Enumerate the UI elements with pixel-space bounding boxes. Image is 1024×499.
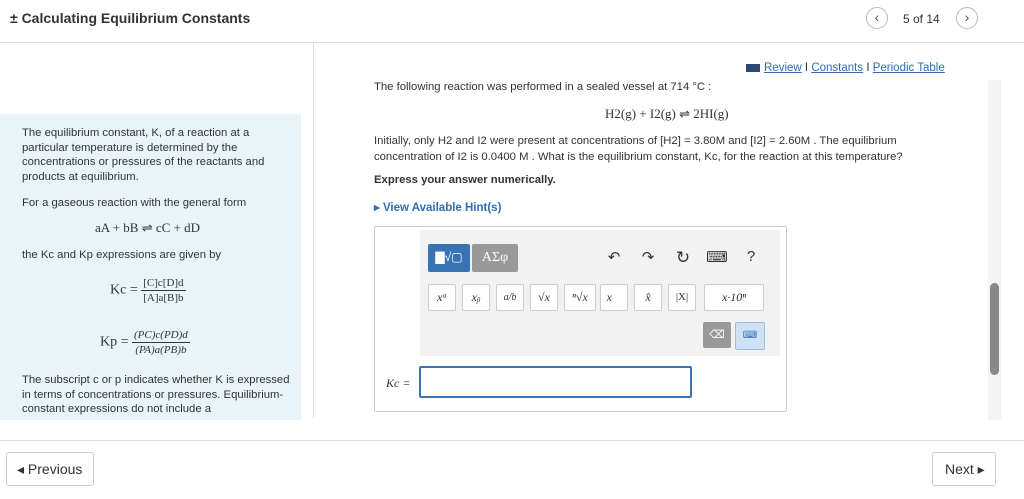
subscript-paragraph: The subscript c or p indicates whether K is expressed in terms of concentrations or pressures. Equilibrium-constant expressions do not include a [22,374,290,415]
panel-divider [313,43,314,418]
chevron-left-icon: ‹ [874,9,880,25]
link-separator: I [866,62,870,74]
kc-numerator: [C]c[D]d [143,277,184,289]
problem-line-1: Initially, only H2 and I2 were present at concentrations of [H2] = 3.80M and [I2] = 2.60M . The equilibrium [374,135,897,147]
kc-answer-input[interactable] [419,366,692,398]
scrollbar-thumb[interactable] [990,283,999,375]
resource-links [746,62,945,74]
absolute-value-button[interactable]: |X| [668,284,696,311]
book-icon [746,64,760,72]
subscript-button[interactable]: xᵦ [462,284,490,311]
fraction-button[interactable]: a/b [496,284,524,311]
delete-button[interactable]: ⌫ [703,322,731,348]
page-title: ± Calculating Equilibrium Constants [10,10,251,26]
general-reaction: aA + bB ⇌ cC + dD [95,220,200,235]
problem-intro: The following reaction was performed in a sealed vessel at 714 °C : [374,81,712,93]
general-form-paragraph: For a gaseous reaction with the general form [22,197,247,209]
kp-numerator: (PC)c(PD)d [134,329,188,341]
intro-paragraph: The equilibrium constant, K, of a reaction at a particular temperature is determined by the concentrations or pressures of the reactants and products at equilibrium. [22,127,265,183]
view-hints-link[interactable]: ▸ View Available Hint(s) [374,202,502,214]
next-question-button[interactable] [956,7,978,29]
chevron-right-icon: › [964,9,970,25]
answer-label: Kc = [386,376,411,390]
kc-expression [110,276,186,305]
hat-button[interactable]: x̂ [634,284,662,311]
nth-root-button[interactable]: ⁿ√x [564,284,596,311]
templates-tab[interactable]: ▇√▢ [428,244,470,272]
square-root-button[interactable]: √x [530,284,558,311]
kc-lhs: Kc = [110,282,138,298]
problem-reaction: H2(g) + I2(g) ⇌ 2HI(g) [605,106,729,121]
info-panel [0,114,301,420]
periodic-table-link[interactable]: Periodic Table [872,62,945,74]
greek-tab[interactable]: ΑΣφ [472,244,518,272]
keyboard-icon[interactable]: ⌨ [706,249,728,266]
problem-line-2: concentration of I2 is 0.0400 M . What is the equilibrium constant, Kc, for the reaction at this temperature? [374,151,903,163]
scientific-notation-button[interactable]: x·10ⁿ [704,284,764,311]
footer-divider [0,440,1024,441]
kp-lhs: Kp = [100,334,129,350]
link-separator: I [804,62,809,74]
previous-button[interactable]: ◂ Previous [6,452,94,486]
next-button[interactable]: Next ▸ [932,452,996,486]
header-bar [0,0,1024,43]
reset-icon[interactable]: ↻ [675,248,691,267]
question-counter: 5 of 14 [903,12,940,26]
superscript-button[interactable]: xᵃ [428,284,456,311]
expressions-paragraph: the Kc and Kp expressions are given by [22,249,222,261]
vector-button[interactable]: x⃗ [600,284,628,311]
undo-icon[interactable]: ↶ [607,249,621,266]
constants-link[interactable]: Constants [811,62,864,74]
kp-expression [100,328,190,357]
previous-question-button[interactable] [866,7,888,29]
kc-denominator: [A]a[B]b [143,292,184,304]
instruction-text: Express your answer numerically. [374,174,556,186]
help-icon[interactable]: ? [746,248,756,265]
kp-denominator: (PA)a(PB)b [135,344,187,356]
review-link[interactable]: Review [764,62,802,74]
redo-icon[interactable]: ↷ [641,249,655,266]
keyboard-toggle-button[interactable]: ⌨ [735,322,765,350]
